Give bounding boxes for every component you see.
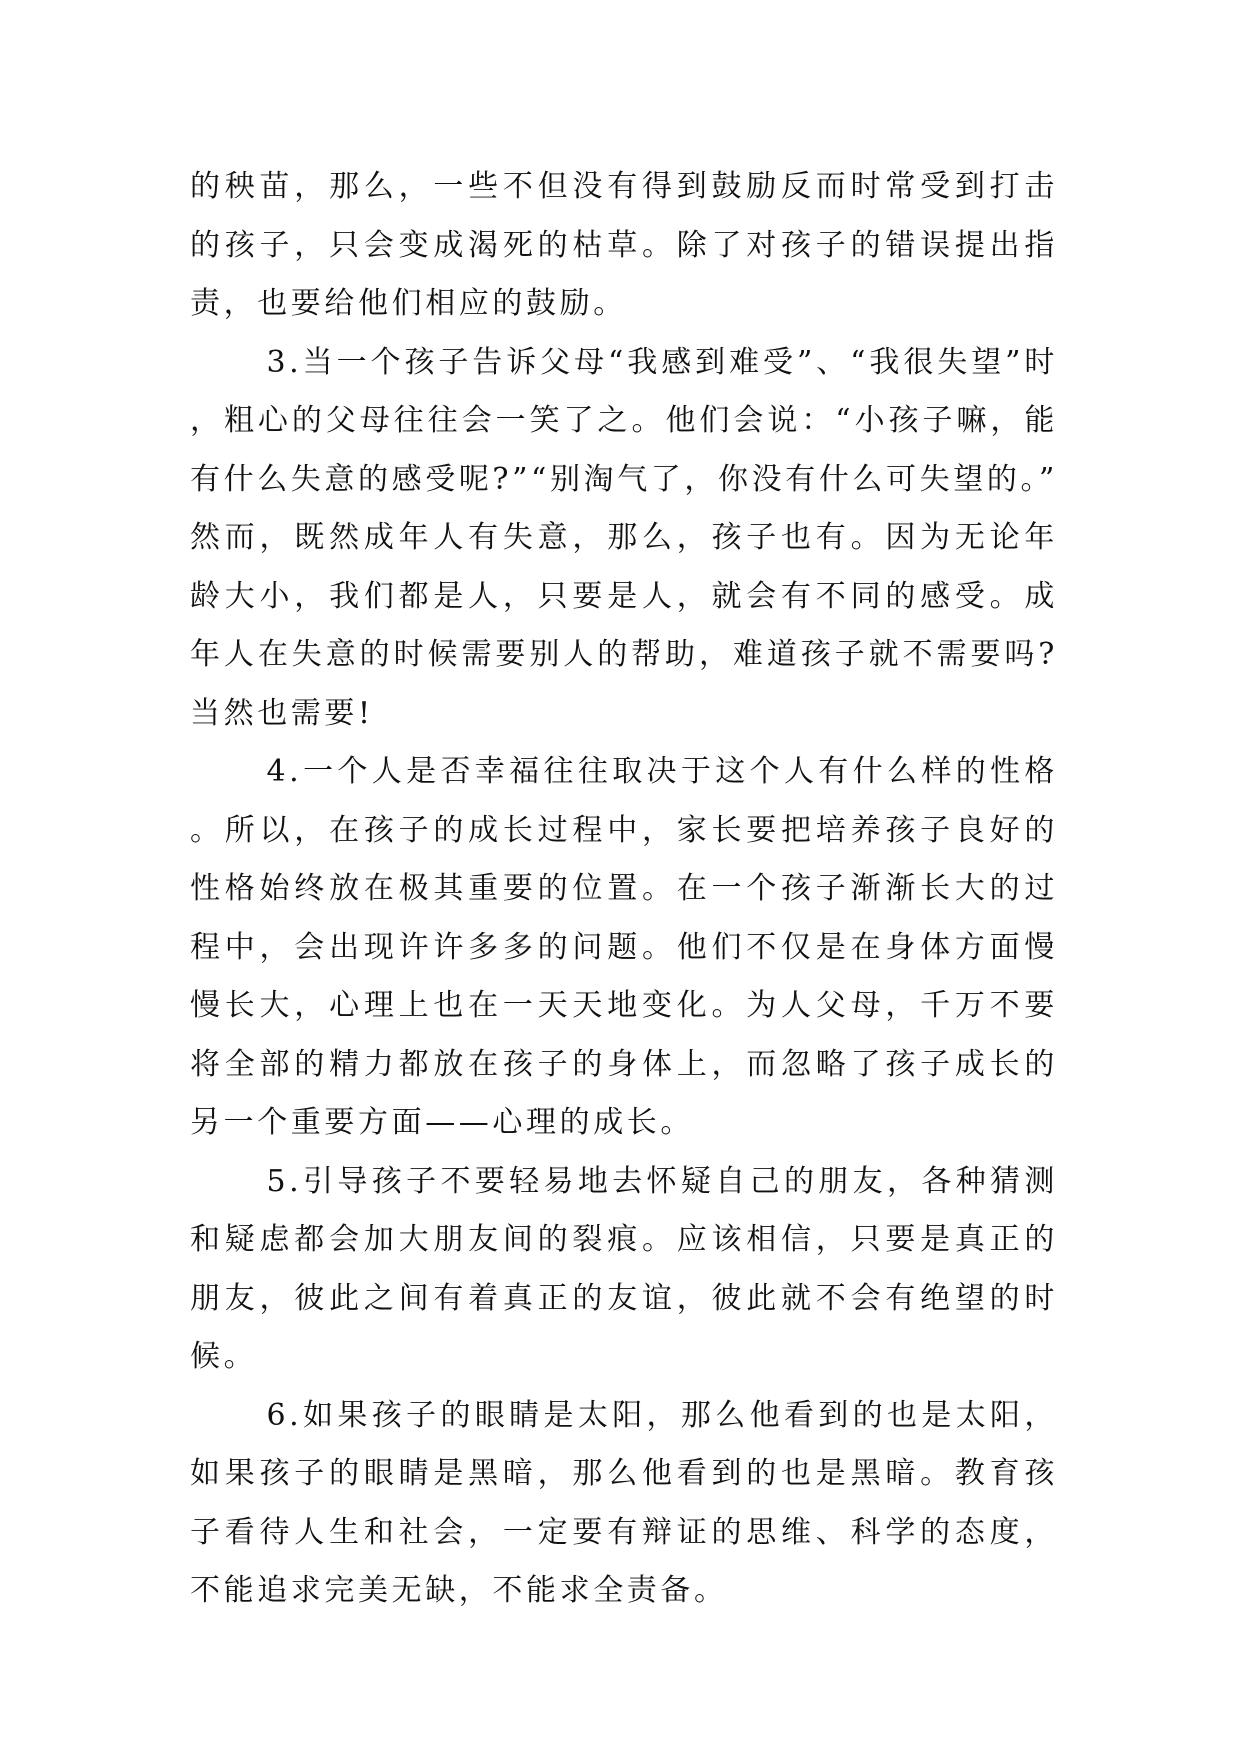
document-body — [190, 158, 1058, 1621]
paragraph-item-5: 5.引导孩子不要轻易地去怀疑自己的朋友，各种猜测和疑虑都会加大朋友间的裂痕。应该相信，只要是真正的朋友，彼此之间有着真正的友谊，彼此就不会有绝望的时候。 — [190, 1163, 1058, 1374]
paragraph-item-6: 6.如果孩子的眼睛是太阳，那么他看到的也是太阳，如果孩子的眼睛是黑暗，那么他看到的也是黑暗。教育孩子看待人生和社会，一定要有辩证的思维、科学的态度，不能追求完美无缺，不能求全责备。 — [190, 1397, 1058, 1608]
paragraph-item-3: 3.当一个孩子告诉父母“我感到难受”、“我很失望”时，粗心的父母往往会一笑了之。他们会说：“小孩子嘛，能有什么失意的感受呢?”“别淘气了，你没有什么可失望的。”然而，既然成年人有失意，那么，孩子也有。因为无论年龄大小，我们都是人，只要是人，就会有不同的感受。成年人在失意的时候需要别人的帮助，难道孩子就不需要吗?当然也需要! — [190, 344, 1058, 731]
paragraph-item-4: 4.一个人是否幸福往往取决于这个人有什么样的性格。所以，在孩子的成长过程中，家长要把培养孩子良好的性格始终放在极其重要的位置。在一个孩子渐渐长大的过程中，会出现许许多多的问题。他们不仅是在身体方面慢慢长大，心理上也在一天天地变化。为人父母，千万不要将全部的精力都放在孩子的身体上，而忽略了孩子成长的另一个重要方面——心理的成长。 — [190, 754, 1058, 1140]
paragraph-continuation: 的秧苗，那么，一些不但没有得到鼓励反而时常受到打击的孩子，只会变成渴死的枯草。除了对孩子的错误提出指责，也要给他们相应的鼓励。 — [190, 169, 1058, 321]
